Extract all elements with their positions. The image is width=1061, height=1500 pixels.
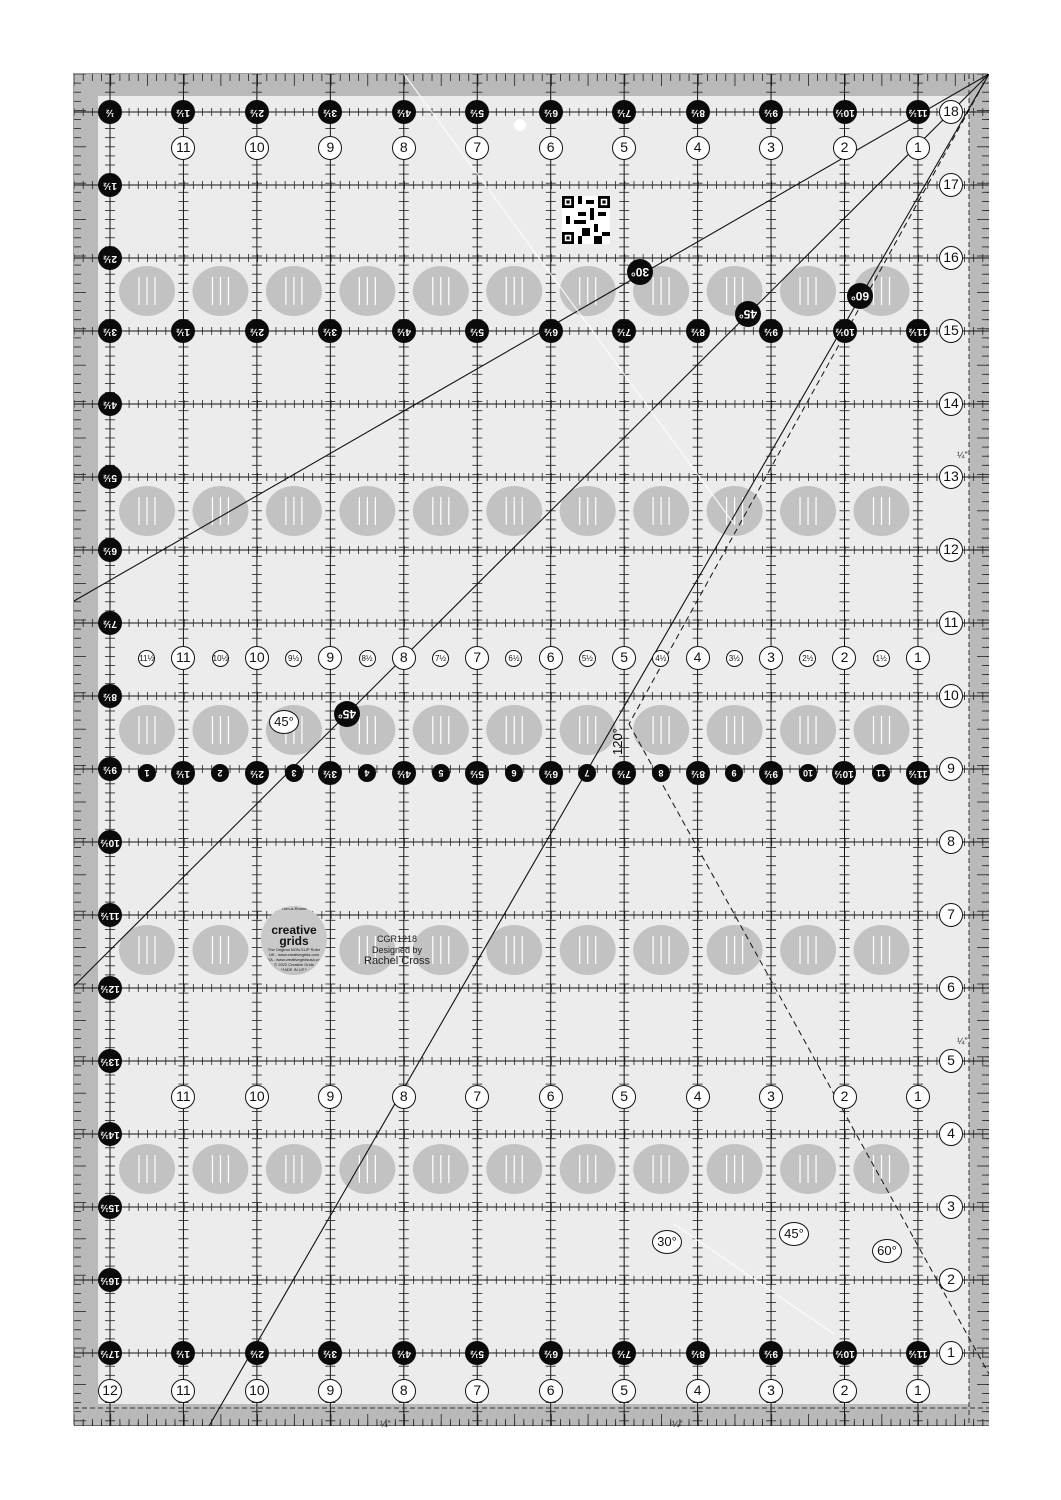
- badge-left-15: 15½: [98, 1195, 122, 1219]
- badge-left-13: 13½: [98, 1049, 122, 1073]
- mid-number-1: 11: [171, 646, 195, 670]
- mid-number-12: 5½: [579, 650, 596, 667]
- angle-45-white-bottom: 45°: [779, 1222, 809, 1246]
- badge-left-10: 10½: [98, 830, 122, 854]
- badge-top-11: 11½: [906, 100, 930, 124]
- qr-code: [562, 196, 610, 244]
- top-number-4: 4: [686, 136, 710, 160]
- mid-number-16: 3½: [726, 650, 743, 667]
- badge-top-2: 2½: [245, 100, 269, 124]
- badge-top-5: 5½: [465, 100, 489, 124]
- row13-number-6: 6: [539, 1085, 563, 1109]
- logo-usa-site: USA - www.creativegridsusa.com: [264, 957, 324, 962]
- badge-row9-6: 4: [358, 764, 376, 782]
- ruler-grid: [74, 74, 989, 1426]
- badge-row9-16: 9: [725, 764, 743, 782]
- top-number-7: 7: [465, 136, 489, 160]
- right-number-12: 12: [939, 538, 963, 562]
- top-number-8: 8: [392, 136, 416, 160]
- bottom-number-10: 10: [245, 1379, 269, 1403]
- logo-made-in: MADE IN USA: [280, 967, 307, 972]
- badge-left-11: 11½: [98, 903, 122, 927]
- logo-uk-site: UK - www.creativegrids.com: [268, 952, 319, 957]
- badge-row9-14: 8: [652, 764, 670, 782]
- mid-number-5: 9: [318, 646, 342, 670]
- badge-left-6: 6½: [98, 538, 122, 562]
- badge-row9-13: 7½: [612, 761, 636, 785]
- badge-row9-12: 7: [578, 764, 596, 782]
- badge-top-0: ½: [98, 100, 122, 124]
- right-number-18: 18: [939, 100, 963, 124]
- bottom-number-6: 6: [539, 1379, 563, 1403]
- badge-row4-3: 4½: [392, 319, 416, 343]
- badge-top-6: 6½: [539, 100, 563, 124]
- right-number-17: 17: [939, 173, 963, 197]
- row13-number-2: 2: [833, 1085, 857, 1109]
- badge-left-16: 16½: [98, 1268, 122, 1292]
- bottom-number-8: 8: [392, 1379, 416, 1403]
- badge-row9-7: 4½: [392, 761, 416, 785]
- right-number-6: 6: [939, 976, 963, 1000]
- designer-name: Rachel Cross: [364, 955, 431, 967]
- bottom-number-9: 9: [318, 1379, 342, 1403]
- angle-60-white: 60°: [872, 1239, 902, 1263]
- quarter-mark-right-2: ¼": [957, 1036, 968, 1046]
- mid-number-21: 1: [906, 646, 930, 670]
- logo-tagline: Turn-a-Round: [281, 906, 307, 911]
- badge-row4-4: 5½: [465, 319, 489, 343]
- angle-30-black: 30°: [627, 259, 653, 285]
- badge-bottom-3: 4½: [392, 1341, 416, 1365]
- brand-logo: [261, 906, 327, 972]
- designer-block: [364, 934, 430, 967]
- mid-number-4: 9½: [285, 650, 302, 667]
- bottom-number-12: 12: [98, 1379, 122, 1403]
- badge-bottom-1: 2½: [245, 1341, 269, 1365]
- badge-bottom-2: 3½: [318, 1341, 342, 1365]
- mid-number-19: 2: [832, 646, 856, 670]
- badge-row9-4: 3: [285, 764, 303, 782]
- badge-row9-3: 2½: [245, 761, 269, 785]
- badge-row9-5: 3½: [318, 761, 342, 785]
- badge-row9-1: 1½: [171, 761, 195, 785]
- top-number-6: 6: [539, 136, 563, 160]
- right-number-10: 10: [939, 684, 963, 708]
- badge-left-5: 5½: [98, 465, 122, 489]
- top-number-1: 1: [906, 136, 930, 160]
- badge-left-9: 9½: [98, 757, 122, 781]
- badge-row9-18: 10: [799, 764, 817, 782]
- mid-number-18: 2½: [799, 650, 816, 667]
- badge-row4-2: 3½: [318, 319, 342, 343]
- badge-row9-11: 6½: [539, 761, 563, 785]
- badge-row9-20: 11: [872, 764, 890, 782]
- top-number-9: 9: [318, 136, 342, 160]
- mid-number-13: 5: [612, 646, 636, 670]
- mid-number-15: 4: [686, 646, 710, 670]
- badge-row4-6: 7½: [612, 319, 636, 343]
- angle-45-white: 45°: [269, 710, 299, 734]
- badge-row9-10: 6: [505, 764, 523, 782]
- badge-top-10: 10½: [833, 100, 857, 124]
- badge-bottom-8: 9½: [759, 1341, 783, 1365]
- quarter-mark-right-1: ¼": [957, 450, 968, 460]
- badge-row9-0: 1: [138, 764, 156, 782]
- right-number-5: 5: [939, 1049, 963, 1073]
- bottom-number-5: 5: [612, 1379, 636, 1403]
- badge-top-1: 1½: [171, 100, 195, 124]
- right-number-15: 15: [939, 319, 963, 343]
- mid-number-14: 4½: [652, 650, 669, 667]
- badge-left-12: 12½: [98, 976, 122, 1000]
- badge-left-7: 7½: [98, 611, 122, 635]
- badge-row4-8: 9½: [759, 319, 783, 343]
- angle-45-black-mid: 45°: [334, 701, 360, 727]
- badge-left-2: 2½: [98, 246, 122, 270]
- row13-number-8: 8: [392, 1085, 416, 1109]
- row13-number-11: 11: [171, 1085, 195, 1109]
- bottom-number-2: 2: [833, 1379, 857, 1403]
- badge-row9-15: 8½: [686, 761, 710, 785]
- right-number-7: 7: [939, 903, 963, 927]
- logo-brand: creative grids: [271, 923, 317, 948]
- quilting-ruler: [73, 73, 988, 1429]
- logo-subtag: The Original NON-SLIP Ruler: [267, 947, 321, 952]
- badge-row4-1: 2½: [245, 319, 269, 343]
- angle-60-black: 60°: [847, 283, 873, 309]
- logo-copyright: © 2022 Creative Grids: [274, 962, 314, 967]
- badge-left-4: 4½: [98, 392, 122, 416]
- top-number-2: 2: [833, 136, 857, 160]
- badge-row4-0: 1½: [171, 319, 195, 343]
- badge-row4-5: 6½: [539, 319, 563, 343]
- mid-number-17: 3: [759, 646, 783, 670]
- angle-45-black-top: 45°: [735, 301, 761, 327]
- badge-top-3: 3½: [318, 100, 342, 124]
- badge-top-8: 8½: [686, 100, 710, 124]
- top-number-10: 10: [245, 136, 269, 160]
- mid-number-20: 1½: [873, 650, 890, 667]
- badge-left-8: 8½: [98, 684, 122, 708]
- model-number: CGR1218: [377, 934, 418, 944]
- hanging-hole: [514, 119, 526, 131]
- mid-number-10: 6½: [505, 650, 522, 667]
- right-number-16: 16: [939, 246, 963, 270]
- mid-number-6: 8½: [359, 650, 376, 667]
- right-number-1: 1: [939, 1341, 963, 1365]
- bottom-number-3: 3: [759, 1379, 783, 1403]
- mid-number-2: 10½: [212, 650, 229, 667]
- mid-number-7: 8: [392, 646, 416, 670]
- badge-bottom-10: 11½: [906, 1341, 930, 1365]
- right-number-3: 3: [939, 1195, 963, 1219]
- top-number-3: 3: [759, 136, 783, 160]
- badge-bottom-5: 6½: [539, 1341, 563, 1365]
- angle-120-label: 120°: [609, 728, 625, 755]
- badge-row9-17: 9½: [759, 761, 783, 785]
- badge-left-1: 1½: [98, 173, 122, 197]
- badge-top-4: 4½: [392, 100, 416, 124]
- right-number-11: 11: [939, 611, 963, 635]
- bottom-number-4: 4: [686, 1379, 710, 1403]
- row13-number-10: 10: [245, 1085, 269, 1109]
- mid-number-0: 11½: [138, 650, 155, 667]
- badge-top-9: 9½: [759, 100, 783, 124]
- badge-bottom-7: 8½: [686, 1341, 710, 1365]
- badge-left-14: 14½: [98, 1122, 122, 1146]
- bottom-number-11: 11: [171, 1379, 195, 1403]
- row13-number-9: 9: [318, 1085, 342, 1109]
- badge-row4-9: 10½: [833, 319, 857, 343]
- badge-row4-10: 11½: [906, 319, 930, 343]
- badge-row9-19: 10½: [832, 761, 856, 785]
- badge-row9-21: 11½: [906, 761, 930, 785]
- row13-number-3: 3: [759, 1085, 783, 1109]
- mid-number-8: 7½: [432, 650, 449, 667]
- angle-30-white: 30°: [652, 1230, 682, 1254]
- badge-row9-9: 5½: [465, 761, 489, 785]
- mid-number-11: 6: [539, 646, 563, 670]
- bottom-number-1: 1: [906, 1379, 930, 1403]
- top-number-5: 5: [612, 136, 636, 160]
- badge-bottom-9: 10½: [833, 1341, 857, 1365]
- row13-number-1: 1: [906, 1085, 930, 1109]
- badge-bottom-4: 5½: [465, 1341, 489, 1365]
- qr-icon: [562, 196, 610, 244]
- quarter-mark-bottom-1: ¼": [380, 1419, 391, 1429]
- row13-number-4: 4: [686, 1085, 710, 1109]
- row13-number-7: 7: [465, 1085, 489, 1109]
- mid-number-3: 10: [245, 646, 269, 670]
- badge-bottom-6: 7½: [612, 1341, 636, 1365]
- right-number-8: 8: [939, 830, 963, 854]
- right-number-9: 9: [939, 757, 963, 781]
- badge-left-17: 17½: [98, 1341, 122, 1365]
- bottom-number-7: 7: [465, 1379, 489, 1403]
- right-number-14: 14: [939, 392, 963, 416]
- quarter-mark-bottom-2: ¼": [672, 1419, 683, 1429]
- badge-left-3: 3½: [98, 319, 122, 343]
- right-number-4: 4: [939, 1122, 963, 1146]
- top-number-11: 11: [171, 136, 195, 160]
- badge-row9-2: 2: [211, 764, 229, 782]
- right-number-2: 2: [939, 1268, 963, 1292]
- badge-bottom-0: 1½: [171, 1341, 195, 1365]
- designed-by-label: Designed by: [371, 945, 423, 955]
- right-number-13: 13: [939, 465, 963, 489]
- badge-row4-7: 8½: [686, 319, 710, 343]
- badge-row9-8: 5: [432, 764, 450, 782]
- mid-number-9: 7: [465, 646, 489, 670]
- row13-number-5: 5: [612, 1085, 636, 1109]
- badge-top-7: 7½: [612, 100, 636, 124]
